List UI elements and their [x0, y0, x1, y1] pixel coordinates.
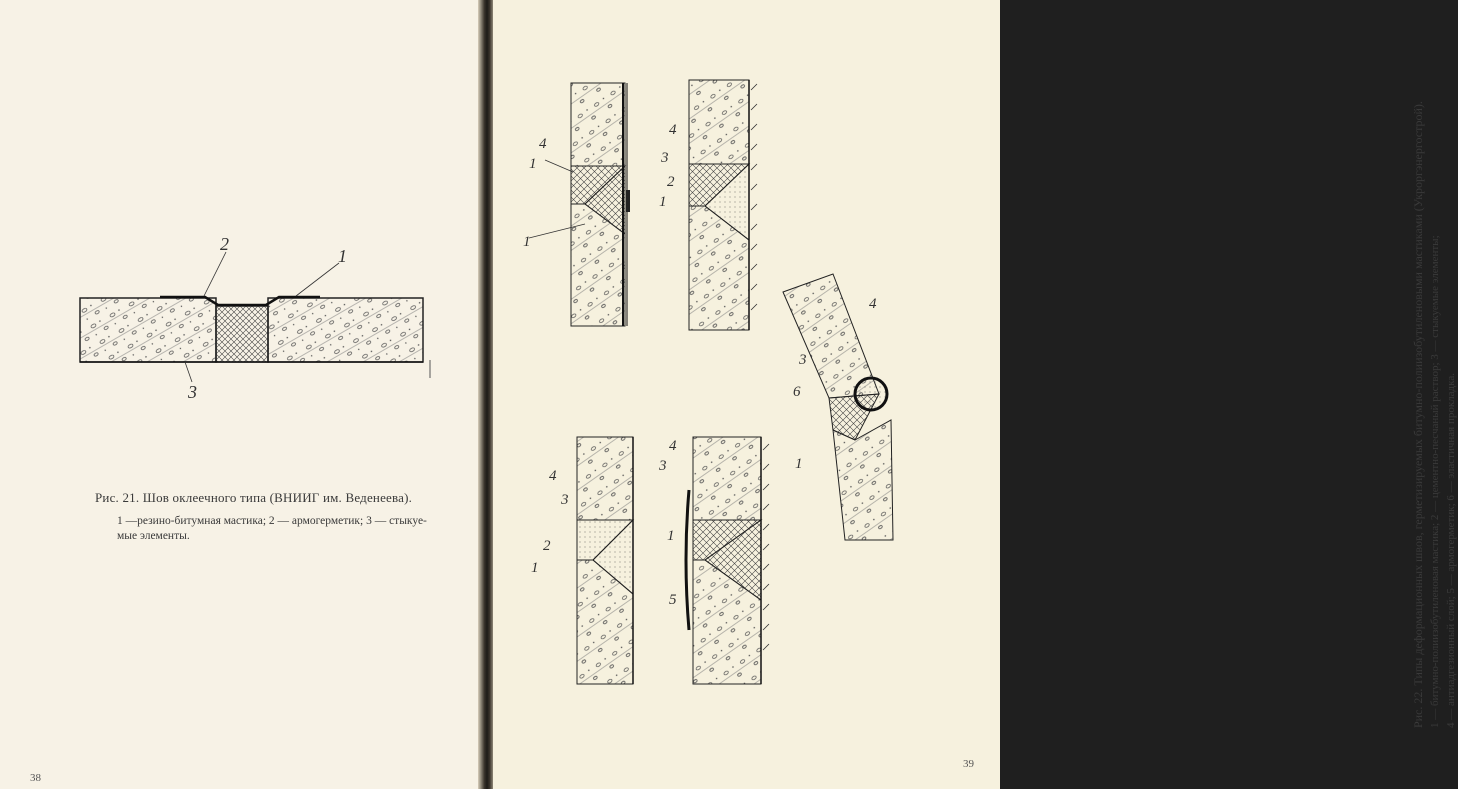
- diagram-e-label-6: 6: [793, 384, 801, 400]
- caption22-title: Рис. 22. Типы деформационных швов, герметизируемых битумно-полиизобутиленовыми мастиками (Укроргэнергострой).: [1411, 101, 1425, 728]
- diagram-c-label-3: 3: [561, 492, 569, 508]
- diagram-d-label-3: 3: [659, 458, 667, 474]
- diagram-b-label-1: 1: [659, 194, 667, 210]
- caption-legend: [95, 514, 475, 544]
- diagram-c-label-4: 4: [549, 468, 557, 484]
- diagram-b-label-4: 4: [669, 122, 677, 138]
- diagram-b: [659, 80, 757, 330]
- diagram-b-label-3: 3: [661, 150, 669, 166]
- figure-21-diagram: [0, 0, 482, 420]
- caption22-legend-line2: 4 — антиадгезионный слой; 5 — армогерметик; 6 — эластичная прокладка.: [1445, 373, 1457, 728]
- label-2: 2: [220, 234, 229, 254]
- figure-21-caption: [95, 490, 475, 544]
- diagram-d-label-4: 4: [669, 438, 677, 454]
- caption-legend-line1: 1 —резино-битумная мастика; 2 — армогерметик; 3 — стыкуе-: [117, 515, 427, 527]
- page-number-left: 38: [30, 772, 41, 784]
- diagram-c-label-1: 1: [531, 560, 539, 576]
- caption-title: Рис. 21. Шов оклеечного типа (ВНИИГ им. Веденеева).: [95, 490, 413, 505]
- figure-22-diagrams: [493, 0, 923, 789]
- label-3: 3: [188, 382, 197, 402]
- diagram-b-label-2: 2: [667, 174, 675, 190]
- diagram-c-label-2: 2: [543, 538, 551, 554]
- left-page: [0, 0, 482, 789]
- caption22-legend-line1: 1 — битумно-полиизобутиленовая мастика; 2 — цементно-песчаный раствор; 3 — стыкуемые элементы;: [1429, 235, 1441, 728]
- label-1: 1: [338, 246, 347, 266]
- right-page: [493, 0, 1457, 789]
- diagram-a-label-4: 4: [539, 136, 547, 152]
- diagram-a: [523, 83, 630, 326]
- diagram-d-label-5: 5: [669, 592, 677, 608]
- diagram-d: [658, 437, 769, 684]
- diagram-c: [531, 437, 633, 684]
- diagram-e-label-3: 3: [799, 352, 807, 368]
- diagram-a-label-1: 1: [529, 156, 537, 172]
- diagram-d-label-1: 1: [667, 528, 675, 544]
- figure-22-caption: [1411, 28, 1458, 728]
- page-number-right: 39: [963, 758, 974, 770]
- diagram-e-label-4: 4: [869, 296, 877, 312]
- diagram-a-label-1b: 1: [523, 234, 531, 250]
- diagram-e: [783, 274, 893, 540]
- caption-legend-line2: мые элементы.: [117, 530, 190, 542]
- diagram-e-label-1: 1: [795, 456, 803, 472]
